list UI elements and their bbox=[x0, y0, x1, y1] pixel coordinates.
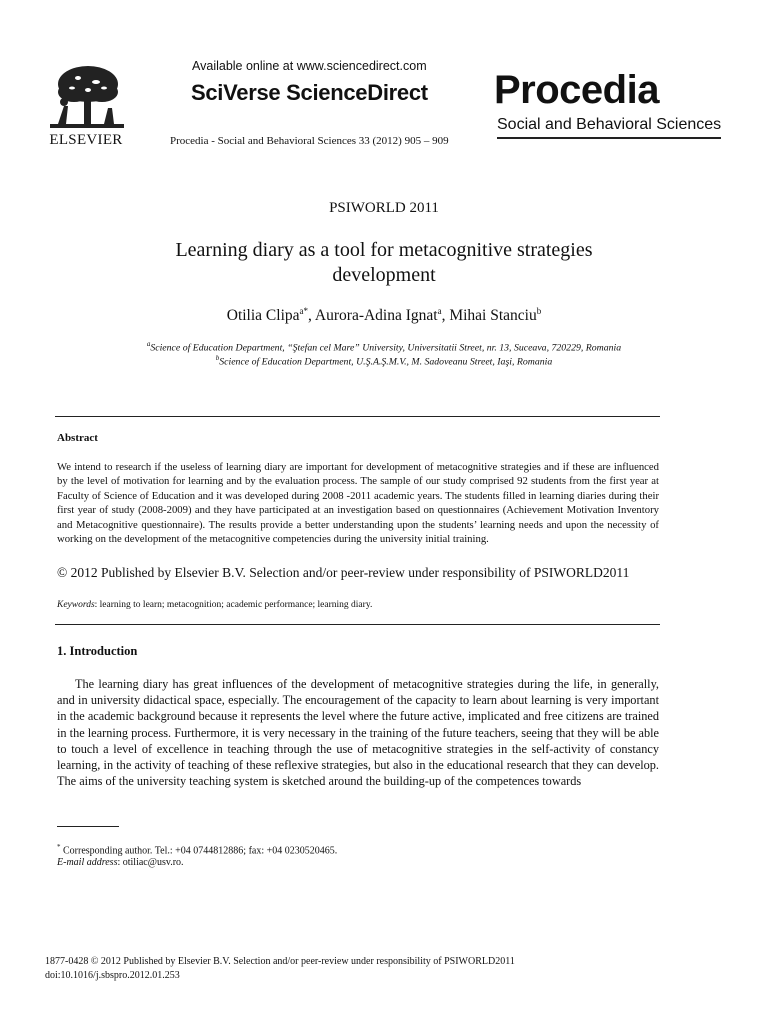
section-body: The learning diary has great influences of the development of metacognitive strategies during the life, in generally, and in university didactical space, especially. The encouragement of the capacity to learn about learning is very important in the academic background because it represents the level where the future active, implicated and free citizens are trained in the learning process. Furthermore, it is very necessary in the training of the future teachers, seeing that they will be able to touch a level of excellence in teaching through the use of metacognitive strategies in the self-activity of constancy learning, in the activity of teaching of these reflexive strategies, but also in the educational research that they can develop. The aims of the university teaching system is sketched around the building-up of the competences towards bbox=[57, 677, 659, 789]
author-sup: a* bbox=[299, 306, 309, 316]
footnote-text: Corresponding author. Tel.: +04 0744812886; fax: +04 0230520465. bbox=[60, 845, 338, 857]
divider bbox=[55, 624, 660, 625]
author-sup: a bbox=[437, 306, 442, 316]
article-title bbox=[0, 238, 768, 288]
abstract-body: We intend to research if the useless of learning diary are important for development of metacognitive strategies and if these are influenced by the level of motivation for learning and by the evaluation process. The sample of our study comprised 92 students from the first year at Faculty of Science of Education and it was developed during 2008 -2011 academic years. The students filled in learning diaries during their first year of study (2008-2009) and they have participated at an investigation based on questionnaires (Achievement Motivation Inventory and Metacognitive questionnaire). The results provide a better understanding upon the students’ learning needs and upon the necessity of working on the development of the metacognitive competencies during the university initial training. bbox=[57, 461, 659, 546]
footnote-email bbox=[57, 857, 184, 868]
affiliation-text: Science of Education Department, U.Ş.A.Ş.M.V., M. Sadoveanu Street, Iaşi, Romania bbox=[219, 356, 553, 368]
available-online-text: Available online at www.sciencedirect.com bbox=[192, 59, 427, 73]
footnote-sup: * bbox=[57, 843, 61, 851]
author-sup: b bbox=[536, 306, 542, 316]
footnote-rule bbox=[57, 826, 119, 827]
keywords bbox=[57, 600, 372, 610]
author-list bbox=[0, 306, 768, 325]
journal-rule bbox=[497, 137, 721, 139]
conference-name: PSIWORLD 2011 bbox=[329, 200, 439, 216]
copyright-notice: © 2012 Published by Elsevier B.V. Selection and/or peer-review under responsibility of PSIWORLD2011 bbox=[57, 565, 630, 580]
section-heading: 1. Introduction bbox=[57, 644, 138, 658]
affiliation-text: Science of Education Department, “Ştefan cel Mare” University, Universitatii Street, nr. 13, Suceava, 720229, Romania bbox=[150, 342, 622, 354]
author-separator: , bbox=[441, 307, 450, 325]
platform-name: SciVerse ScienceDirect bbox=[191, 80, 428, 105]
journal-subtitle: Social and Behavioral Sciences bbox=[497, 116, 722, 133]
affiliation-sup: a bbox=[146, 340, 151, 348]
footnote-corresponding bbox=[57, 843, 337, 856]
affiliation-b bbox=[0, 354, 768, 367]
email-label: E-mail address bbox=[57, 857, 118, 868]
journal-name: Procedia bbox=[494, 68, 659, 112]
title-line-2: development bbox=[332, 264, 436, 286]
divider bbox=[55, 416, 660, 417]
publisher-name: ELSEVIER bbox=[49, 132, 123, 148]
affiliation-a bbox=[0, 340, 768, 353]
email-address: : otiliac@usv.ro. bbox=[117, 857, 184, 868]
author-name: Mihai Stanciu bbox=[449, 307, 537, 325]
keywords-text: : learning to learn; metacognition; academic performance; learning diary. bbox=[94, 600, 373, 610]
affiliation-sup: b bbox=[215, 354, 220, 362]
author-name: Otilia Clipa bbox=[226, 307, 300, 325]
keywords-label: Keywords bbox=[57, 600, 95, 610]
elsevier-tree-logo bbox=[44, 62, 128, 132]
author-separator: , bbox=[308, 307, 315, 325]
abstract-heading: Abstract bbox=[57, 432, 98, 444]
journal-citation: Procedia - Social and Behavioral Sciences 33 (2012) 905 – 909 bbox=[170, 135, 449, 147]
footer-issn: 1877-0428 © 2012 Published by Elsevier B.V. Selection and/or peer-review under responsibility of PSIWORLD2011 bbox=[45, 956, 515, 967]
footer-doi: doi:10.1016/j.sbspro.2012.01.253 bbox=[45, 970, 180, 981]
author-name: Aurora-Adina Ignat bbox=[314, 307, 438, 325]
title-line-1: Learning diary as a tool for metacognitive strategies bbox=[175, 239, 593, 261]
